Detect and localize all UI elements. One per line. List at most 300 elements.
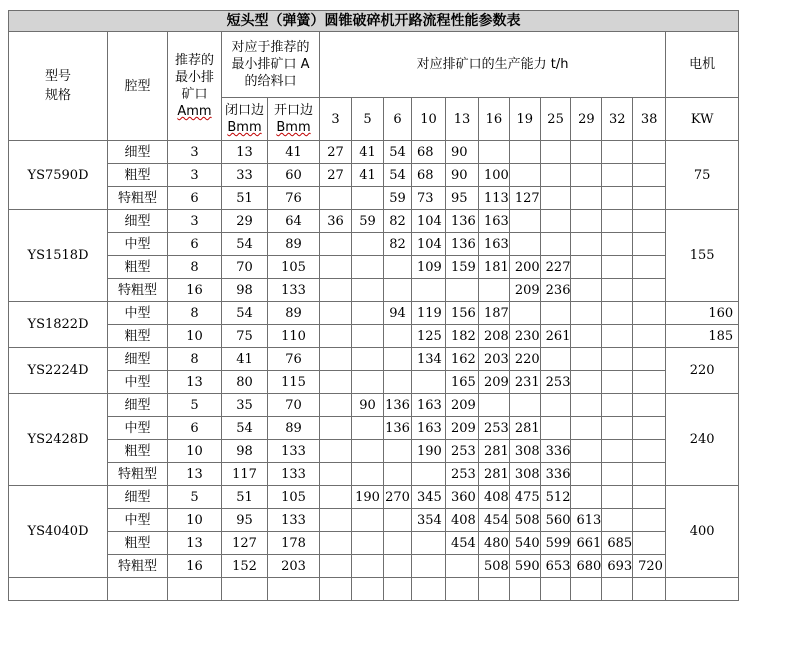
cavity-type: 中型	[108, 233, 168, 256]
capacity-value	[571, 164, 602, 187]
capacity-value	[384, 256, 412, 279]
capacity-value	[571, 486, 602, 509]
open-side-value: 133	[268, 509, 320, 532]
parameter-table-container	[8, 10, 739, 601]
capacity-value: 136	[384, 394, 412, 417]
capacity-value: 95	[446, 187, 479, 210]
open-side-unit: Bmm	[276, 120, 311, 135]
capacity-value	[412, 555, 446, 578]
capacity-value	[352, 233, 384, 256]
capacity-value	[633, 394, 666, 417]
empty-cell	[268, 578, 320, 601]
capacity-value: 163	[412, 394, 446, 417]
capacity-value	[633, 532, 666, 555]
open-side-value: 89	[268, 302, 320, 325]
capacity-value	[540, 302, 571, 325]
capacity-value: 360	[446, 486, 479, 509]
motor-unit-header: KW	[666, 98, 739, 141]
capacity-value	[352, 509, 384, 532]
cavity-header: 腔型	[108, 32, 168, 141]
capacity-value: 200	[509, 256, 540, 279]
capacity-value	[540, 417, 571, 440]
capacity-value: 661	[571, 532, 602, 555]
capacity-value: 475	[509, 486, 540, 509]
capacity-value: 104	[412, 210, 446, 233]
capacity-value: 136	[384, 417, 412, 440]
recommended-min-label: 推荐的 最小排 矿口	[174, 53, 214, 102]
capacity-value	[384, 348, 412, 371]
capacity-value: 336	[540, 440, 571, 463]
cavity-type: 中型	[108, 302, 168, 325]
capacity-value: 408	[479, 486, 510, 509]
closed-side-value: 41	[222, 348, 268, 371]
capacity-value: 599	[540, 532, 571, 555]
recommended-min-header	[168, 32, 222, 141]
capacity-value	[320, 555, 352, 578]
capacity-value	[571, 233, 602, 256]
capacity-value	[384, 440, 412, 463]
capacity-value	[320, 302, 352, 325]
capacity-value	[412, 463, 446, 486]
closed-side-value: 70	[222, 256, 268, 279]
table-row	[9, 141, 739, 164]
closed-side-label: 闭口边	[224, 103, 264, 118]
capacity-value: 230	[509, 325, 540, 348]
capacity-value: 27	[320, 141, 352, 164]
open-side-value: 76	[268, 348, 320, 371]
closed-side-value: 152	[222, 555, 268, 578]
capacity-value	[633, 371, 666, 394]
open-side-value: 110	[268, 325, 320, 348]
capacity-value	[633, 486, 666, 509]
recommended-min-value: 10	[168, 325, 222, 348]
capacity-value: 54	[384, 164, 412, 187]
cavity-type: 细型	[108, 486, 168, 509]
capacity-value	[509, 164, 540, 187]
empty-cell	[446, 578, 479, 601]
capacity-value	[352, 440, 384, 463]
model-name: YS4040D	[9, 486, 108, 578]
capacity-value	[509, 302, 540, 325]
capacity-value: 512	[540, 486, 571, 509]
open-side-value: 60	[268, 164, 320, 187]
open-side-value: 178	[268, 532, 320, 555]
capacity-value: 68	[412, 164, 446, 187]
discharge-opening-header: 5	[352, 98, 384, 141]
capacity-value	[412, 279, 446, 302]
capacity-value	[320, 440, 352, 463]
capacity-value: 113	[479, 187, 510, 210]
table-row	[9, 325, 739, 348]
table-row	[9, 440, 739, 463]
model-name: YS1822D	[9, 302, 108, 348]
cavity-type: 特粗型	[108, 279, 168, 302]
capacity-value	[602, 371, 633, 394]
cavity-type: 细型	[108, 348, 168, 371]
capacity-value	[320, 279, 352, 302]
capacity-value: 134	[412, 348, 446, 371]
closed-side-value: 98	[222, 440, 268, 463]
capacity-value: 685	[602, 532, 633, 555]
capacity-value: 59	[384, 187, 412, 210]
cavity-type: 粗型	[108, 532, 168, 555]
cavity-type: 粗型	[108, 440, 168, 463]
capacity-value	[633, 233, 666, 256]
model-name: YS1518D	[9, 210, 108, 302]
capacity-value: 408	[446, 509, 479, 532]
capacity-value	[479, 279, 510, 302]
capacity-value	[320, 325, 352, 348]
table-row	[9, 164, 739, 187]
capacity-value	[352, 532, 384, 555]
cavity-type: 粗型	[108, 164, 168, 187]
capacity-value: 41	[352, 164, 384, 187]
model-name: YS2224D	[9, 348, 108, 394]
capacity-value	[633, 210, 666, 233]
table-row	[9, 233, 739, 256]
discharge-opening-header: 3	[320, 98, 352, 141]
closed-side-value: 35	[222, 394, 268, 417]
capacity-value	[633, 164, 666, 187]
capacity-value	[509, 394, 540, 417]
open-side-value: 203	[268, 555, 320, 578]
capacity-header: 对应排矿口的生产能力 t/h	[320, 32, 666, 98]
capacity-value	[633, 256, 666, 279]
capacity-value	[352, 417, 384, 440]
closed-side-value: 54	[222, 302, 268, 325]
table-title: 短头型（弹簧）圆锥破碎机开路流程性能参数表	[9, 11, 739, 32]
closed-side-value: 54	[222, 233, 268, 256]
empty-cell	[571, 578, 602, 601]
capacity-value: 454	[479, 509, 510, 532]
capacity-value	[633, 348, 666, 371]
capacity-value: 680	[571, 555, 602, 578]
capacity-value	[602, 210, 633, 233]
empty-cell	[9, 578, 108, 601]
empty-cell	[168, 578, 222, 601]
closed-side-value: 117	[222, 463, 268, 486]
capacity-value	[446, 279, 479, 302]
table-row	[9, 348, 739, 371]
open-side-header	[268, 98, 320, 141]
open-side-value: 70	[268, 394, 320, 417]
recommended-min-value: 16	[168, 555, 222, 578]
capacity-value: 308	[509, 440, 540, 463]
capacity-value	[633, 325, 666, 348]
capacity-value: 90	[446, 141, 479, 164]
table-row	[9, 371, 739, 394]
capacity-value	[384, 509, 412, 532]
empty-cell	[222, 578, 268, 601]
capacity-value	[352, 325, 384, 348]
capacity-value: 59	[352, 210, 384, 233]
empty-cell	[540, 578, 571, 601]
capacity-value	[509, 210, 540, 233]
motor-header: 电机	[666, 32, 739, 98]
capacity-value	[602, 417, 633, 440]
capacity-value	[602, 302, 633, 325]
capacity-value	[412, 532, 446, 555]
capacity-value	[633, 417, 666, 440]
capacity-value	[633, 141, 666, 164]
capacity-value: 36	[320, 210, 352, 233]
discharge-opening-header: 32	[602, 98, 633, 141]
empty-cell	[412, 578, 446, 601]
feed-opening-header: 对应于推荐的 最小排矿口 A 的给料口	[222, 32, 320, 98]
capacity-value: 125	[412, 325, 446, 348]
capacity-value	[571, 187, 602, 210]
capacity-value: 159	[446, 256, 479, 279]
discharge-opening-header: 13	[446, 98, 479, 141]
capacity-value: 236	[540, 279, 571, 302]
capacity-value	[320, 233, 352, 256]
capacity-value	[571, 348, 602, 371]
capacity-value: 231	[509, 371, 540, 394]
capacity-value: 90	[446, 164, 479, 187]
capacity-value: 480	[479, 532, 510, 555]
discharge-opening-header: 16	[479, 98, 510, 141]
closed-side-header	[222, 98, 268, 141]
capacity-value: 181	[479, 256, 510, 279]
capacity-value	[509, 141, 540, 164]
recommended-min-value: 3	[168, 141, 222, 164]
capacity-value: 203	[479, 348, 510, 371]
motor-power-value: 400	[666, 486, 739, 578]
capacity-value: 41	[352, 141, 384, 164]
capacity-value: 54	[384, 141, 412, 164]
capacity-value: 253	[446, 463, 479, 486]
capacity-value: 227	[540, 256, 571, 279]
cavity-type: 特粗型	[108, 463, 168, 486]
capacity-value: 253	[540, 371, 571, 394]
capacity-value: 653	[540, 555, 571, 578]
capacity-value	[571, 210, 602, 233]
empty-cell	[384, 578, 412, 601]
recommended-min-value: 6	[168, 417, 222, 440]
table-row	[9, 555, 739, 578]
capacity-value	[384, 279, 412, 302]
capacity-value	[633, 440, 666, 463]
capacity-value: 182	[446, 325, 479, 348]
capacity-value: 27	[320, 164, 352, 187]
empty-cell	[479, 578, 510, 601]
capacity-value	[602, 279, 633, 302]
recommended-min-value: 8	[168, 348, 222, 371]
cavity-type: 中型	[108, 509, 168, 532]
capacity-value: 190	[352, 486, 384, 509]
capacity-value	[320, 509, 352, 532]
closed-side-value: 80	[222, 371, 268, 394]
table-row	[9, 210, 739, 233]
capacity-value	[571, 302, 602, 325]
capacity-value: 253	[446, 440, 479, 463]
cavity-type: 粗型	[108, 256, 168, 279]
discharge-opening-header: 10	[412, 98, 446, 141]
capacity-value: 560	[540, 509, 571, 532]
capacity-value: 68	[412, 141, 446, 164]
table-row	[9, 187, 739, 210]
table-row	[9, 279, 739, 302]
closed-side-value: 51	[222, 486, 268, 509]
capacity-value	[602, 187, 633, 210]
capacity-value	[602, 348, 633, 371]
open-side-value: 115	[268, 371, 320, 394]
cavity-type: 细型	[108, 394, 168, 417]
table-row	[9, 394, 739, 417]
capacity-value	[352, 463, 384, 486]
cavity-type: 中型	[108, 417, 168, 440]
capacity-value	[540, 210, 571, 233]
capacity-value	[384, 325, 412, 348]
capacity-value: 82	[384, 210, 412, 233]
capacity-value	[540, 233, 571, 256]
motor-power-value: 240	[666, 394, 739, 486]
capacity-value	[571, 463, 602, 486]
capacity-value	[633, 187, 666, 210]
model-header: 型号 规格	[9, 32, 108, 141]
open-side-value: 76	[268, 187, 320, 210]
capacity-value	[602, 164, 633, 187]
capacity-value	[352, 187, 384, 210]
capacity-value	[602, 486, 633, 509]
capacity-value	[602, 394, 633, 417]
capacity-value	[352, 348, 384, 371]
table-row	[9, 417, 739, 440]
empty-cell	[352, 578, 384, 601]
capacity-value	[602, 325, 633, 348]
empty-row	[9, 578, 739, 601]
closed-side-value: 98	[222, 279, 268, 302]
capacity-value	[320, 463, 352, 486]
discharge-opening-header: 29	[571, 98, 602, 141]
capacity-value: 187	[479, 302, 510, 325]
capacity-value: 104	[412, 233, 446, 256]
recommended-min-unit: Amm	[177, 104, 212, 119]
motor-power-value: 185	[666, 325, 739, 348]
table-row	[9, 486, 739, 509]
capacity-value: 136	[446, 233, 479, 256]
capacity-value	[384, 532, 412, 555]
recommended-min-value: 6	[168, 187, 222, 210]
capacity-value: 136	[446, 210, 479, 233]
empty-cell	[666, 578, 739, 601]
empty-cell	[509, 578, 540, 601]
recommended-min-value: 10	[168, 509, 222, 532]
motor-power-value: 160	[666, 302, 739, 325]
closed-side-value: 54	[222, 417, 268, 440]
capacity-value	[602, 509, 633, 532]
recommended-min-value: 8	[168, 256, 222, 279]
open-side-label: 开口边	[273, 103, 313, 118]
capacity-value: 90	[352, 394, 384, 417]
capacity-value	[320, 256, 352, 279]
capacity-value	[412, 371, 446, 394]
capacity-value	[446, 555, 479, 578]
capacity-value: 693	[602, 555, 633, 578]
cavity-type: 粗型	[108, 325, 168, 348]
capacity-value	[352, 256, 384, 279]
closed-side-value: 127	[222, 532, 268, 555]
recommended-min-value: 3	[168, 164, 222, 187]
capacity-value: 720	[633, 555, 666, 578]
empty-cell	[602, 578, 633, 601]
capacity-value: 190	[412, 440, 446, 463]
capacity-value: 336	[540, 463, 571, 486]
capacity-value	[509, 233, 540, 256]
empty-cell	[633, 578, 666, 601]
open-side-value: 105	[268, 256, 320, 279]
open-side-value: 133	[268, 463, 320, 486]
closed-side-unit: Bmm	[227, 120, 262, 135]
model-name: YS7590D	[9, 141, 108, 210]
capacity-value: 270	[384, 486, 412, 509]
recommended-min-value: 13	[168, 532, 222, 555]
discharge-opening-header: 6	[384, 98, 412, 141]
open-side-value: 89	[268, 233, 320, 256]
capacity-value	[633, 302, 666, 325]
open-side-value: 41	[268, 141, 320, 164]
capacity-value	[384, 371, 412, 394]
capacity-value	[352, 302, 384, 325]
capacity-value: 94	[384, 302, 412, 325]
open-side-value: 133	[268, 279, 320, 302]
open-side-value: 133	[268, 440, 320, 463]
table-row	[9, 302, 739, 325]
capacity-value: 220	[509, 348, 540, 371]
closed-side-value: 95	[222, 509, 268, 532]
capacity-value: 508	[509, 509, 540, 532]
closed-side-value: 13	[222, 141, 268, 164]
capacity-value: 100	[479, 164, 510, 187]
open-side-value: 64	[268, 210, 320, 233]
capacity-value	[571, 440, 602, 463]
capacity-value	[602, 256, 633, 279]
recommended-min-value: 10	[168, 440, 222, 463]
capacity-value	[352, 279, 384, 302]
recommended-min-value: 16	[168, 279, 222, 302]
discharge-opening-header: 38	[633, 98, 666, 141]
cavity-type: 细型	[108, 210, 168, 233]
capacity-value	[540, 164, 571, 187]
recommended-min-value: 5	[168, 486, 222, 509]
table-row	[9, 463, 739, 486]
empty-cell	[320, 578, 352, 601]
capacity-value: 508	[479, 555, 510, 578]
open-side-value: 89	[268, 417, 320, 440]
capacity-value	[571, 394, 602, 417]
capacity-value: 281	[479, 463, 510, 486]
capacity-value	[352, 371, 384, 394]
capacity-value	[320, 187, 352, 210]
capacity-value	[320, 348, 352, 371]
closed-side-value: 51	[222, 187, 268, 210]
closed-side-value: 75	[222, 325, 268, 348]
capacity-value: 209	[446, 417, 479, 440]
capacity-value	[320, 371, 352, 394]
capacity-value: 165	[446, 371, 479, 394]
capacity-value: 119	[412, 302, 446, 325]
capacity-value	[320, 394, 352, 417]
recommended-min-value: 8	[168, 302, 222, 325]
capacity-value	[571, 279, 602, 302]
capacity-value	[479, 141, 510, 164]
table-row	[9, 509, 739, 532]
motor-power-value: 155	[666, 210, 739, 302]
capacity-value: 308	[509, 463, 540, 486]
closed-side-value: 33	[222, 164, 268, 187]
capacity-value: 345	[412, 486, 446, 509]
capacity-value	[540, 394, 571, 417]
